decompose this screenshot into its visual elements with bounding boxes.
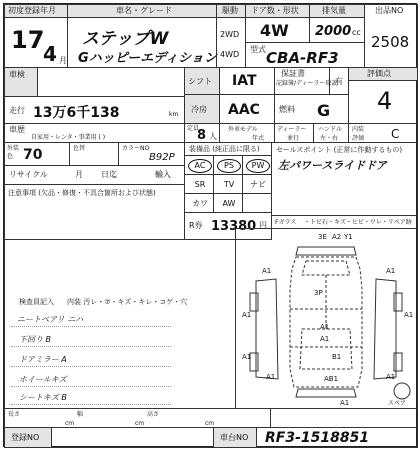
reg-month: 4 — [43, 42, 57, 66]
model-value: CBA-RF3 — [266, 49, 339, 67]
displacement-label-cell — [309, 4, 365, 18]
mileage-unit: km — [169, 111, 179, 118]
inspector-line-5: シートキズ B — [19, 393, 67, 402]
exterior-label: 外装 — [7, 145, 20, 152]
exterior-value: 70 — [23, 147, 43, 163]
recycle-handling: 輸入 — [155, 170, 171, 179]
equipment-item — [184, 174, 214, 194]
damage-label: A2 — [332, 233, 342, 241]
shift-label: シフト — [188, 77, 212, 86]
color-no-label: カラーNO — [122, 145, 150, 152]
selling-points-title: セールスポイント (正常に作動するもの) — [276, 146, 403, 154]
displacement-label: 排気量 — [322, 6, 346, 15]
damage-label: A1 — [386, 373, 396, 381]
r-ticket-unit: 円 — [259, 221, 267, 230]
interior-sub: 評価 — [352, 135, 365, 142]
equipment-item — [213, 174, 243, 194]
handle-value: 左・右 — [320, 135, 339, 142]
warranty-yes: 有 — [335, 77, 343, 86]
recycle-cell — [4, 165, 185, 185]
auction-sheet — [3, 3, 417, 447]
model-label: 型式 — [250, 45, 266, 54]
damage-label: A1 — [242, 311, 252, 319]
height-unit: cm — [205, 420, 215, 427]
equipment-item-label: AC — [188, 159, 212, 173]
first-reg-cell — [4, 17, 68, 68]
car-diagram — [236, 229, 417, 408]
equipment-grid — [184, 155, 272, 213]
recycle-expiry: 日迄 — [101, 170, 117, 179]
lot-label: 出品NO — [375, 6, 404, 15]
interior-value: C — [391, 127, 400, 141]
glass-cell — [271, 215, 418, 229]
interior-cell — [348, 123, 418, 143]
fglass-label: Fガラス — [275, 219, 297, 226]
displacement-cell — [309, 17, 365, 43]
damage-label: AB1 — [324, 375, 339, 383]
damage-label: A1 — [266, 373, 276, 381]
dimensions-cell — [4, 408, 271, 428]
damage-label: A1 — [320, 335, 330, 343]
reg-no-label-cell — [4, 427, 52, 448]
equipment-item — [242, 155, 272, 175]
shift-label-cell — [184, 67, 220, 95]
color-no-cell — [118, 142, 185, 166]
inspection-label: 車検 — [9, 70, 25, 79]
width-label: 幅 — [77, 411, 84, 418]
selling-points-value: 左パワースライドドア — [278, 159, 387, 172]
mileage-cell — [4, 96, 185, 124]
mileage-value: 13万6千138 — [33, 105, 120, 121]
equipment-item — [184, 193, 214, 213]
warranty-cell — [274, 67, 338, 95]
spare-label: スペア — [388, 400, 407, 407]
car-name-label-cell — [67, 4, 217, 18]
damage-label: Y1 — [344, 233, 353, 241]
glass-damage-options: ・トビ石・キズ・ヒビ・ワレ・リペア跡 — [304, 219, 412, 226]
first-reg-label-cell — [4, 4, 68, 18]
damage-label: A1 — [386, 267, 396, 275]
mileage-label: 走行 — [9, 106, 25, 115]
import-label: 外車モデル — [228, 126, 258, 133]
equipment-item-label: PS — [217, 159, 241, 173]
drive-label-cell — [216, 4, 246, 18]
chassis-cell — [256, 427, 418, 448]
handle-label: ハンドル — [318, 126, 343, 133]
shift-value: IAT — [232, 73, 257, 89]
door-label-cell — [245, 4, 310, 18]
score-label: 評価点 — [367, 69, 391, 78]
displacement-value: 2000 — [315, 24, 352, 39]
score-label-cell — [348, 67, 418, 81]
inspector-title: 検査員記入 — [19, 298, 54, 306]
inspection-cell — [37, 67, 185, 97]
equipment-item-label: PW — [246, 159, 270, 173]
color-no-value: B92P — [149, 152, 175, 163]
r-ticket-label: R券 — [189, 221, 203, 230]
note-line — [11, 386, 171, 387]
car-diagram-cell — [235, 228, 418, 409]
note-line — [11, 404, 171, 405]
capacity-value: 8 — [197, 128, 207, 143]
equipment-item — [184, 155, 214, 175]
notes-cell — [4, 184, 185, 240]
inspector-line-3: ドアミラー A — [19, 355, 67, 364]
ac-label-cell — [184, 94, 220, 124]
lot-value: 2508 — [371, 33, 410, 51]
handle-cell — [313, 123, 349, 143]
damage-label: 3P — [314, 289, 323, 297]
door-value: 4W — [260, 21, 289, 40]
note-line — [11, 366, 171, 367]
car-name: ステップW — [82, 29, 169, 49]
damage-label: A1 — [320, 323, 330, 331]
ac-value: AAC — [228, 102, 260, 118]
capacity-label: 定員 — [187, 125, 200, 132]
reg-year: 17 — [11, 26, 45, 54]
length-label: 長さ — [8, 411, 21, 418]
reg-no-cell — [51, 427, 214, 448]
equipment-item-label: カワ — [192, 199, 208, 208]
import-cell — [219, 123, 275, 143]
dealer-sub: 並行 — [287, 135, 300, 142]
equipment-item — [242, 174, 272, 194]
inspection-label-cell — [4, 67, 38, 97]
damage-label: A1 — [404, 311, 414, 319]
damage-label: 3E — [318, 233, 327, 241]
inspector-line-2: 下回り B — [19, 335, 52, 344]
warranty-label: 保証書 — [281, 69, 305, 78]
color-change-label: 色替 — [73, 145, 86, 152]
chassis-label: 車台NO — [220, 433, 249, 442]
equipment-item-label: AW — [222, 199, 236, 208]
equipment-item-label: ナビ — [250, 180, 266, 189]
equipment-item-label: SR — [194, 180, 206, 189]
height-label: 高さ — [147, 411, 160, 418]
capacity-cell — [184, 123, 220, 143]
inspector-cell — [4, 239, 236, 409]
note-line — [11, 346, 171, 347]
equipment-item-label: TV — [223, 180, 235, 189]
fuel-cell — [274, 94, 349, 124]
width-unit: cm — [135, 420, 145, 427]
import-sub: 年式 — [252, 135, 265, 142]
inspector-options: 内装 汚レ・⑦・キズ・キレ・コゲ・穴 — [67, 298, 188, 306]
displacement-unit: cc — [352, 28, 361, 37]
door-cell — [245, 17, 310, 43]
warranty-sub: 記録簿/ディーラー取説 — [276, 80, 338, 87]
exterior-sub: 色 — [7, 153, 14, 160]
drive-cell — [216, 17, 246, 68]
r-ticket-value: 13380 — [211, 219, 257, 234]
drive-2wd: 2WD — [220, 30, 240, 39]
dim-blank-cell — [270, 408, 418, 428]
equipment-item — [213, 193, 243, 213]
capacity-unit: 人 — [209, 132, 217, 141]
car-name-cell — [67, 17, 217, 68]
equipment-item — [242, 193, 272, 213]
first-reg-label: 初度登録年月 — [8, 6, 56, 15]
reg-no-label: 登録NO — [11, 433, 40, 442]
damage-label: A1 — [242, 353, 252, 361]
note-line — [11, 326, 171, 327]
history-label: 車歴 — [9, 125, 25, 134]
score-cell — [348, 80, 418, 124]
inspector-lines — [5, 310, 237, 405]
selling-points-cell — [271, 142, 418, 216]
model-cell — [245, 42, 365, 68]
interior-label: 内装 — [352, 126, 365, 133]
recycle-month: 月 — [75, 170, 83, 179]
dealer-cell — [274, 123, 314, 143]
dealer-label: ディーラー — [277, 126, 307, 133]
ac-cell — [219, 94, 275, 124]
color-change-cell — [69, 142, 119, 166]
inspector-line-1: ニートベアリ ニハ — [17, 315, 84, 324]
chassis-value: RF3-1518851 — [265, 430, 370, 446]
exterior-color-cell — [4, 142, 70, 166]
fuel-label: 燃料 — [279, 105, 295, 114]
lot-cell — [364, 4, 418, 68]
score-value: 4 — [377, 87, 393, 115]
length-unit: cm — [65, 420, 75, 427]
fuel-value: G — [317, 101, 331, 120]
month-suffix: 月 — [59, 56, 67, 65]
car-name-label: 車名・グレード — [116, 6, 172, 15]
chassis-label-cell — [213, 427, 257, 448]
recycle-label: リサイクル — [9, 170, 48, 179]
history-options: 自家用・レンタ・事業用 ( ) — [31, 134, 106, 141]
notes-title: 注意事項 (欠品・修復・不具合箇所および状態) — [8, 189, 156, 197]
damage-label: B1 — [332, 353, 342, 361]
damage-label: A1 — [340, 399, 350, 407]
inspector-line-4: ホイールキズ — [19, 375, 67, 384]
drive-label: 駆動 — [222, 6, 238, 15]
door-label: ドア数・形状 — [251, 6, 299, 15]
warranty-yes-cell — [329, 67, 349, 95]
damage-label: A1 — [262, 267, 272, 275]
history-cell — [4, 123, 185, 143]
ac-label: 冷房 — [191, 105, 207, 114]
equipment-item — [213, 155, 243, 175]
shift-cell — [219, 67, 275, 95]
drive-4wd: 4WD — [220, 50, 240, 59]
grade: Gハッピーエディション — [78, 51, 217, 66]
equipment-title: 装備品 (純正品に限る) — [189, 145, 260, 153]
